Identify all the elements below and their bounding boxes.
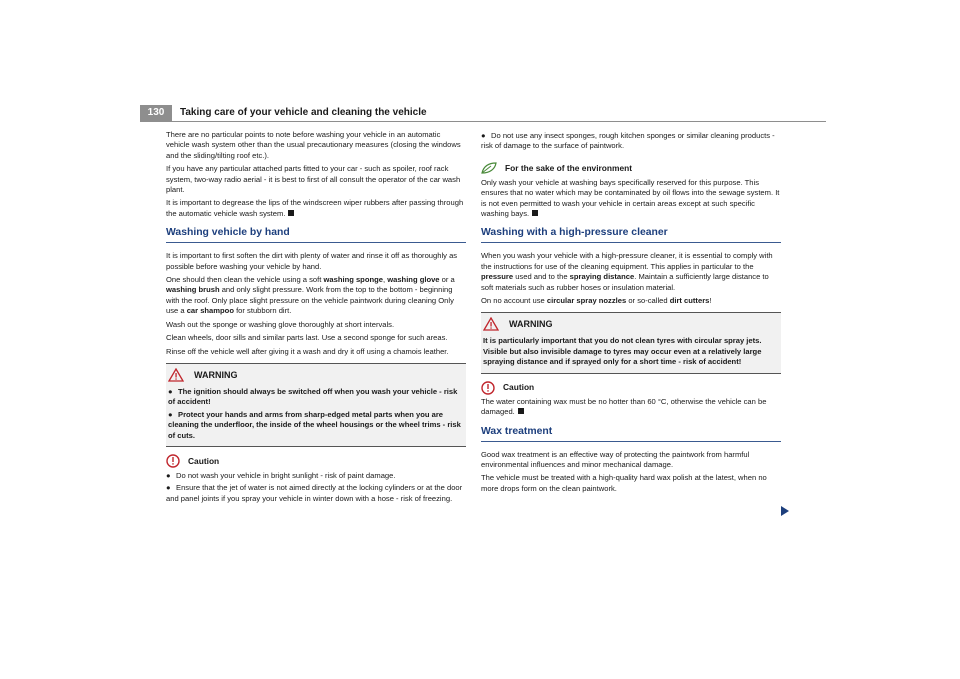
environment-leaf-icon xyxy=(481,162,497,174)
caution-title: Caution xyxy=(188,455,220,466)
intro-paragraph: There are no particular points to note before washing your vehicle in an automatic vehicle wash system other than the usual precautionary measures (closing the windows and the sliding/tilting roof etc.). xyxy=(166,130,461,160)
header-divider xyxy=(140,121,826,122)
right-column xyxy=(481,130,781,497)
wax-paragraph: Good wax treatment is an effective way of protecting the paintwork from harmful environmental influences and minor mechanical damage. xyxy=(481,449,750,469)
hand-wash-paragraph: One should then clean the vehicle using a soft washing sponge, washing glove or a washing brush and only slight pressure. Work from the top to the bottom - beginning with the roof. Only place slight pressure on the vehicle paintwork during cleaning Only use a car shampoo for stubborn dirt. xyxy=(166,275,455,316)
section-end-icon xyxy=(288,210,294,216)
section-heading-washing-by-hand: Washing vehicle by hand xyxy=(166,227,466,243)
warning-title: WARNING xyxy=(509,319,553,330)
hand-wash-paragraph: Clean wheels, door sills and similar parts last. Use a second sponge for such areas. xyxy=(166,333,448,343)
wax-paragraph: The vehicle must be treated with a high-quality hard wax polish at the latest, when no more drops form on the clean paintwork. xyxy=(481,473,767,493)
warning-item: ● Protect your hands and arms from sharp-edged metal parts when you are cleaning the underfloor, the inside of the wheel housings or the wheel trims - risk of cuts. xyxy=(168,409,461,440)
next-page-arrow-icon[interactable] xyxy=(780,505,790,517)
high-pressure-paragraph: When you wash your vehicle with a high-pressure cleaner, it is essential to comply with the instructions for use of the cleaning equipment. This applies in particular to the pressure used and to the spraying distance. Maintain a sufficiently large distance to soft materials such as rubber hoses or insulation material. xyxy=(481,251,773,292)
section-end-icon xyxy=(518,408,524,414)
chapter-title: Taking care of your vehicle and cleaning the vehicle xyxy=(180,107,427,118)
caution-item: ● Ensure that the jet of water is not aimed directly at the locking cylinders or at the door and panel joints if you spray your vehicle in winter down with a hose - risk of freezing. xyxy=(166,483,463,503)
warning-box xyxy=(481,312,781,373)
bullet-icon: ● xyxy=(168,386,173,396)
environment-header xyxy=(481,160,781,176)
hand-wash-paragraph: Rinse off the vehicle well after giving it a wash and dry it off using a chamois leather. xyxy=(166,346,449,356)
bullet-icon: ● xyxy=(168,409,173,419)
section-heading-high-pressure: Washing with a high-pressure cleaner xyxy=(481,227,781,243)
warning-box xyxy=(166,363,466,447)
bullet-icon: ● xyxy=(166,483,171,493)
caution-header xyxy=(166,452,466,470)
warning-text: It is particularly important that you do not clean tyres with circular spray jets. Visible but also invisible damage to tyres may occur even at a relatively large spraying distance and if sprayed only for a short time - risk of accident! xyxy=(483,336,762,367)
caution-header xyxy=(481,379,781,397)
intro-paragraph: If you have any particular attached parts fitted to your car - such as spoiler, roof rack system, two-way radio aerial - it is best to first of all consult the operator of the car wash plant. xyxy=(166,164,461,195)
warning-title: WARNING xyxy=(194,369,238,380)
section-heading-wax-treatment: Wax treatment xyxy=(481,426,781,442)
hand-wash-paragraph: Wash out the sponge or washing glove thoroughly at short intervals. xyxy=(166,319,395,329)
environment-text: Only wash your vehicle at washing bays specifically reserved for this purpose. This ensures that no water which may be contaminated by oil flows into the sewage system. It is not even permitted to wash your vehicle in certain areas except at such specific washing bays. xyxy=(481,177,780,219)
high-pressure-paragraph: On no account use circular spray nozzles or so-called dirt cutters! xyxy=(481,296,712,306)
section-end-icon xyxy=(532,210,538,216)
left-column xyxy=(166,130,466,506)
intro-paragraph: It is important to degrease the lips of the windscreen wiper rubbers after passing through the automatic vehicle wash system. xyxy=(166,198,464,218)
caution-circle-icon xyxy=(481,381,495,395)
page-number: 130 xyxy=(140,105,172,121)
caution-item: ● Do not wash your vehicle in bright sunlight - risk of paint damage. xyxy=(166,470,396,480)
environment-title: For the sake of the environment xyxy=(505,162,633,173)
caution-circle-icon xyxy=(166,454,180,468)
caution-text: The water containing wax must be no hotter than 60 °C, otherwise the vehicle can be damaged. xyxy=(481,396,767,417)
bullet-icon: ● xyxy=(481,131,486,140)
warning-triangle-icon xyxy=(168,368,184,382)
caution-item: ● Do not use any insect sponges, rough kitchen sponges or similar cleaning products - risk of damage to the surface of paintwork. xyxy=(481,131,775,151)
warning-triangle-icon xyxy=(483,317,499,331)
caution-title: Caution xyxy=(503,382,535,393)
warning-item: ● The ignition should always be switched off when you wash your vehicle - risk of accident! xyxy=(168,386,458,407)
bullet-icon: ● xyxy=(166,470,171,480)
hand-wash-paragraph: It is important to first soften the dirt with plenty of water and rinse it off as thoroughly as possible before washing your vehicle by hand. xyxy=(166,251,458,271)
